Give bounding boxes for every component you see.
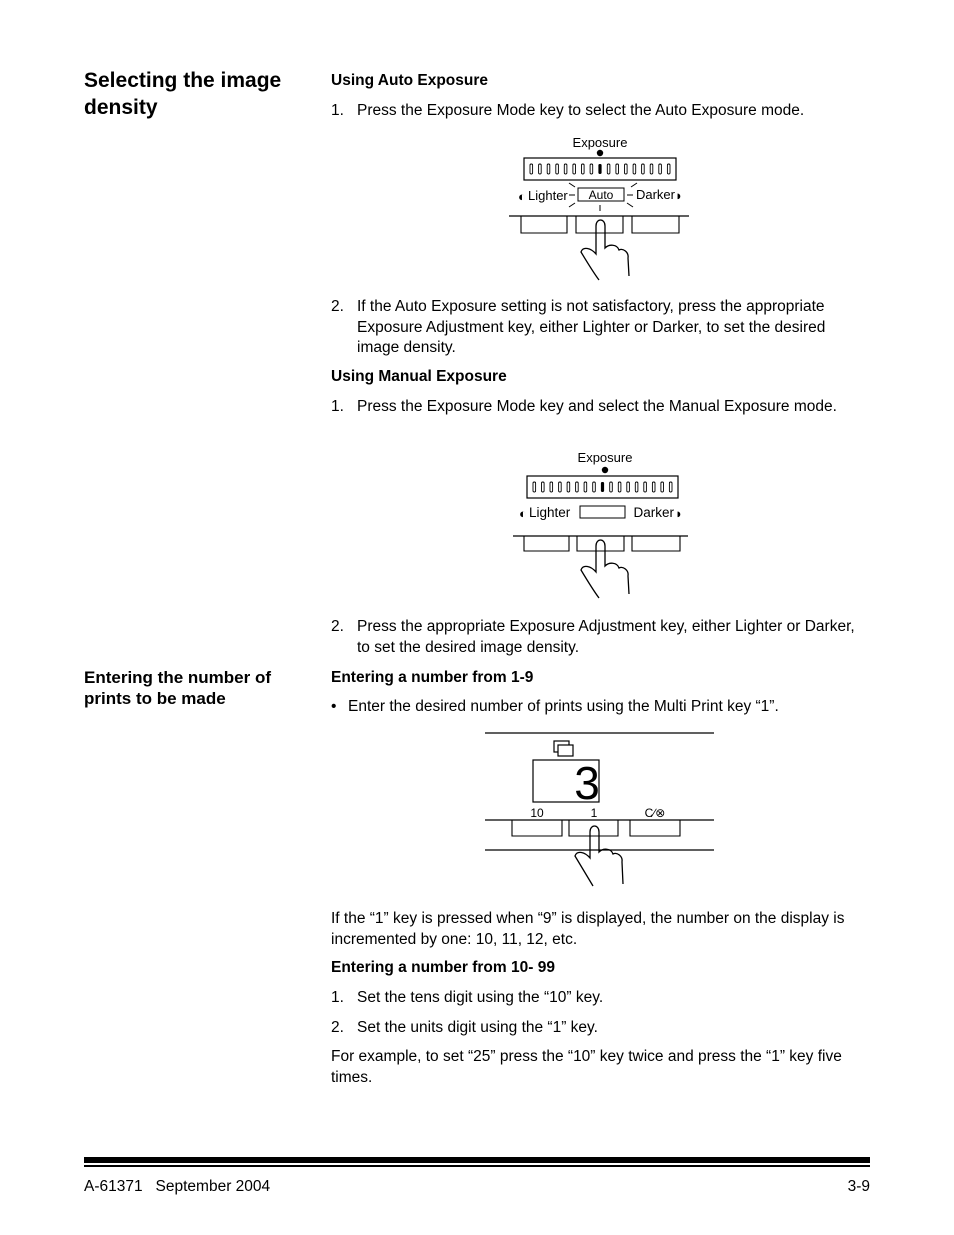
key-label-clear: C∕⊗ [644, 806, 666, 820]
exposure-scale-segment [633, 164, 636, 174]
exposure-scale-segment [564, 164, 567, 174]
exposure-scale-segment [652, 482, 655, 492]
section-heading-number-of-prints: Entering the number of prints to be made [84, 668, 271, 708]
section-heading-image-density: Selecting the image density [84, 69, 282, 119]
exposure-scale-segment [547, 164, 550, 174]
footer-rule-thick [84, 1157, 870, 1163]
exposure-scale-segments [533, 482, 672, 492]
footer-doc-info [84, 1177, 270, 1197]
exposure-keys [524, 536, 680, 551]
count-display-digit: 3 [574, 757, 600, 809]
mode-box [580, 506, 625, 518]
list-text: Press the Exposure Mode key and select the Manual Exposure mode. [357, 398, 837, 415]
list-text: If the Auto Exposure setting is not satisfactory, press the appropriate Exposure Adjustment key, either Lighter or Darker, to set the desired image density. [357, 298, 826, 356]
paragraph-increment: If the “1” key is pressed when “9” is displayed, the number on the display is incremented by one: 10, 11, 12, etc. [331, 910, 845, 948]
exposure-scale-segment [584, 482, 587, 492]
subheading-range-1-9: Entering a number from 1-9 [331, 669, 534, 686]
exposure-scale-segment [616, 164, 619, 174]
exposure-scale-segment [601, 482, 604, 492]
exposure-scale-segment [650, 164, 653, 174]
exposure-scale-segment [627, 482, 630, 492]
exposure-scale-segment [567, 482, 570, 492]
exposure-scale-segment [644, 482, 647, 492]
bullet-item [331, 697, 871, 719]
list-item [331, 988, 871, 1010]
exposure-label: Exposure [577, 450, 633, 465]
exposure-scale-segment [550, 482, 553, 492]
list-text: Set the units digit using the “1” key. [357, 1019, 598, 1036]
list-number: 2. [331, 618, 344, 635]
pressing-finger-icon [581, 220, 629, 280]
pressing-finger-icon [575, 826, 623, 886]
key-label-10: 10 [530, 806, 544, 820]
list-text: Press the Exposure Mode key to select the Auto Exposure mode. [357, 102, 805, 119]
exposure-scale-segment [556, 164, 559, 174]
exposure-scale-segment [598, 164, 601, 174]
auto-mode-label: Auto [588, 188, 614, 202]
subheading-auto-exposure: Using Auto Exposure [331, 72, 489, 89]
footer-page-number: 3-9 [847, 1178, 870, 1195]
list-text: Press the appropriate Exposure Adjustment key, either Lighter or Darker, to set the desired image density. [357, 618, 855, 656]
subheading-range-10-99: Entering a number from 10- 99 [331, 959, 555, 976]
exposure-scale-segment [635, 482, 638, 492]
darker-icon: ◗ [675, 506, 683, 521]
manual-exposure-panel-figure [508, 444, 708, 602]
list-item [331, 1018, 871, 1040]
exposure-scale-segment [593, 482, 596, 492]
exposure-scale-segment [642, 164, 645, 174]
subheading-manual-exposure: Using Manual Exposure [331, 368, 507, 385]
exposure-scale-segment [573, 164, 576, 174]
exposure-indicator-dot [597, 150, 603, 156]
list-item [331, 617, 871, 659]
exposure-scale-segment [618, 482, 621, 492]
exposure-keys [521, 216, 679, 233]
exposure-scale-segment [667, 164, 670, 174]
darker-label: Darker [635, 187, 675, 202]
exposure-label: Exposure [572, 135, 628, 150]
list-item [331, 101, 871, 123]
footer-date: September 2004 [155, 1178, 271, 1195]
exposure-scale-segment [582, 164, 585, 174]
list-item [331, 297, 871, 361]
list-number: 2. [331, 298, 344, 315]
lighter-label: Lighter [528, 188, 568, 203]
multi-print-panel-figure [482, 728, 718, 890]
lighter-icon: ◐ [518, 189, 526, 204]
lighter-label: Lighter [529, 505, 571, 520]
bullet-mark: • [331, 698, 337, 715]
paragraph-example: For example, to set “25” press the “10” key twice and press the “1” key five times. [331, 1048, 842, 1086]
exposure-scale-segment [576, 482, 579, 492]
auto-exposure-panel-figure [505, 128, 705, 284]
exposure-scale-segment [559, 482, 562, 492]
exposure-scale-segment [539, 164, 542, 174]
list-text: Set the tens digit using the “10” key. [357, 989, 604, 1006]
multi-print-keys [512, 820, 680, 836]
copies-icon [554, 741, 573, 756]
exposure-scale-segment [530, 164, 533, 174]
exposure-scale-segment [590, 164, 593, 174]
exposure-scale-segment [661, 482, 664, 492]
exposure-scale-segment [542, 482, 545, 492]
exposure-scale-segment [669, 482, 672, 492]
darker-icon: ◗ [675, 188, 683, 203]
exposure-scale-segment [607, 164, 610, 174]
list-number: 1. [331, 102, 344, 119]
pressing-finger-icon [581, 540, 629, 598]
list-number: 1. [331, 989, 344, 1006]
footer-rule-thin [84, 1165, 870, 1167]
list-number: 1. [331, 398, 344, 415]
exposure-scale-segment [659, 164, 662, 174]
footer-doc-id: A-61371 [84, 1178, 143, 1195]
exposure-indicator-dot [602, 467, 608, 473]
darker-label: Darker [633, 505, 674, 520]
exposure-scale-segment [533, 482, 536, 492]
key-label-1: 1 [590, 806, 598, 820]
exposure-scale-segment [625, 164, 628, 174]
lighter-icon: ◐ [519, 506, 527, 521]
bullet-text: Enter the desired number of prints using the Multi Print key “1”. [348, 698, 779, 715]
list-number: 2. [331, 1019, 344, 1036]
exposure-scale-segment [610, 482, 613, 492]
list-item [331, 397, 871, 439]
exposure-scale-segments [530, 164, 670, 174]
